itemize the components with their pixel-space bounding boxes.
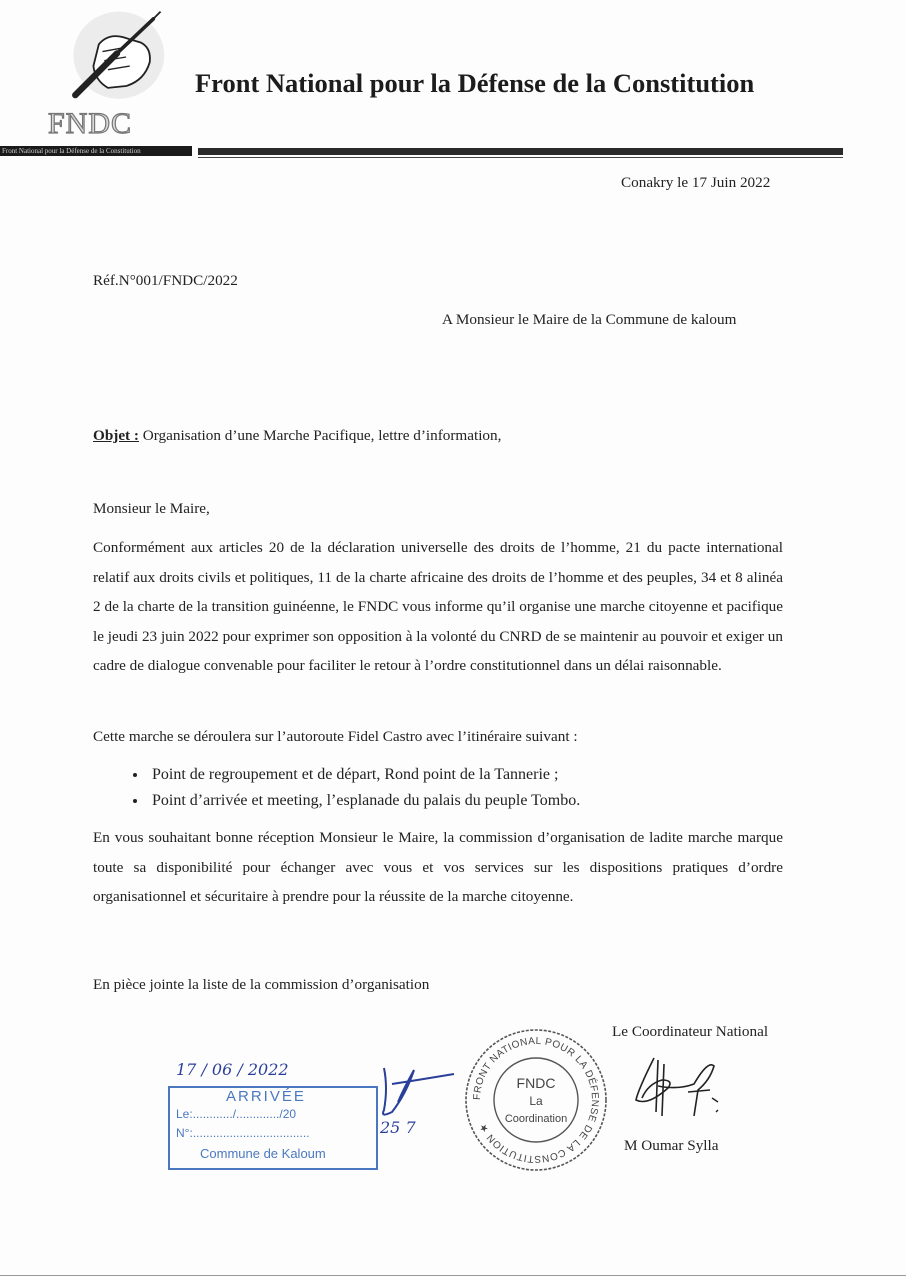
arrival-stamp bbox=[168, 1086, 378, 1170]
fndc-logo bbox=[22, 8, 192, 142]
page-bottom-edge bbox=[0, 1275, 906, 1276]
salutation: Monsieur le Maire, bbox=[93, 500, 210, 517]
stamp-date-label: Le: bbox=[176, 1107, 193, 1121]
fndc-seal bbox=[462, 1026, 610, 1174]
recipient: A Monsieur le Maire de la Commune de kaloum bbox=[442, 311, 737, 328]
seal-fndc: FNDC bbox=[516, 1075, 556, 1091]
signer-title: Le Coordinateur National bbox=[612, 1023, 769, 1040]
subject-line bbox=[93, 421, 501, 451]
subject-label: Objet : bbox=[93, 427, 139, 444]
stamp-title: ARRIVÉE bbox=[226, 1088, 306, 1105]
itinerary-item-start: • Point de regroupement et de départ, Rond point de la Tannerie ; bbox=[148, 762, 580, 788]
itinerary-item-end: • Point d’arrivée et meeting, l’esplanade du palais du peuple Tombo. bbox=[148, 788, 580, 814]
header-rule-thin bbox=[198, 157, 843, 158]
stamp-office: Commune de Kaloum bbox=[200, 1146, 326, 1161]
paragraph-legal-basis: Conformément aux articles 20 de la déclaration universelle des droits de l’homme, 21 du pacte international relatif aux droits civils et politiques, 11 de la charte africaine des droits de l’homme et des peuples, 34 et 8 alinéa 2 de la charte de la transition guinéenne, le FNDC vous informe qu’il organise une marche citoyenne et pacifique le jeudi 23 juin 2022 pour exprimer son opposition à la volonté du CNRD de se maintenir au pouvoir et exiger un cadre de dialogue convenable pour faciliter le retour à l’ordre constitutionnel dans un délai raisonnable. bbox=[93, 539, 783, 674]
stamp-date-row bbox=[176, 1107, 296, 1122]
handwritten-date: 17 / 06 / 2022 bbox=[176, 1060, 289, 1079]
logo-band: Front National pour la Défense de la Constitution bbox=[0, 146, 192, 156]
reference-number: Réf.N°001/FNDC/2022 bbox=[93, 272, 238, 289]
stamp-number-label: N°: bbox=[176, 1126, 193, 1140]
stamp-date-dots: ............/............./20 bbox=[192, 1107, 297, 1121]
stamp-number-dots: ................................... bbox=[192, 1126, 310, 1140]
paragraph-closing: En vous souhaitant bonne réception Monsieur le Maire, la commission d’organisation de ladite marche marque toute sa disponibilité pour échanger avec vous et vos services sur les dispositions pratiques d’ordre organisationnel et sécuritaire à prendre pour la réussite de la marche citoyenne. bbox=[93, 829, 783, 905]
stamp-initials-icon bbox=[378, 1064, 458, 1118]
logo-letters: FNDC bbox=[48, 107, 133, 140]
seal-la: La bbox=[529, 1094, 543, 1108]
place-date: Conakry le 17 Juin 2022 bbox=[621, 174, 771, 191]
seal-coordination: Coordination bbox=[504, 1113, 568, 1125]
handwritten-number: 25 7 bbox=[380, 1118, 416, 1137]
signer-name: M Oumar Sylla bbox=[624, 1137, 719, 1154]
seal-ring-text: FRONT NATIONAL POUR LA DÉFENSE DE LA CONSTITUTION ★ bbox=[471, 1035, 601, 1165]
hand-holding-pen-icon bbox=[62, 8, 172, 106]
letterhead-title: Front National pour la Défense de la Constitution bbox=[195, 68, 755, 98]
subject-text: Organisation d’une Marche Pacifique, lettre d’information, bbox=[138, 427, 502, 444]
stamp-number-row bbox=[176, 1126, 310, 1141]
handwritten-signature bbox=[628, 1050, 738, 1130]
paragraph-route-intro: Cette marche se déroulera sur l’autoroute Fidel Castro avec l’itinéraire suivant : bbox=[93, 728, 578, 745]
itinerary-list bbox=[120, 762, 580, 814]
attachment-note: En pièce jointe la liste de la commission d’organisation bbox=[93, 976, 430, 993]
header-rule bbox=[198, 148, 843, 155]
